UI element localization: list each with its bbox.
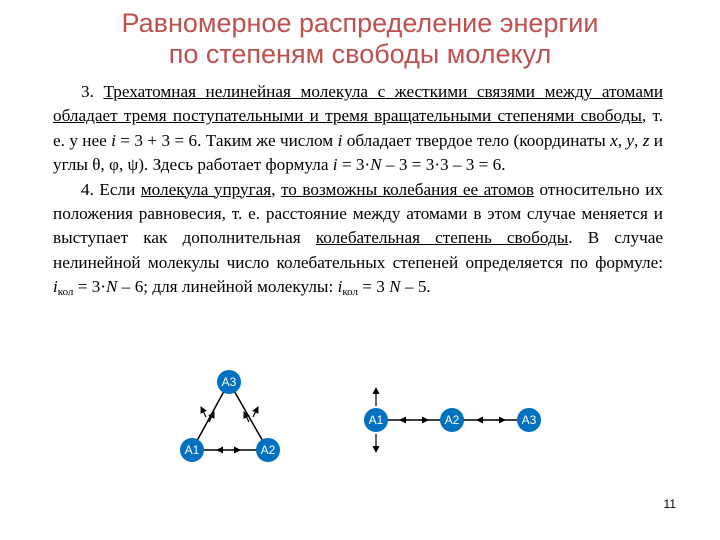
p2-s25: = 3 <box>357 277 390 297</box>
atom-a1-linear <box>364 408 388 432</box>
p2-s27: – 5. <box>400 277 431 297</box>
p1-s29: , т. е. у нее <box>53 106 663 150</box>
p2-s22: – 6; для линейной молекулы: <box>117 277 338 297</box>
p2-s18: i <box>53 277 58 297</box>
atom-a1-triangle <box>180 438 204 462</box>
p1-s36: y <box>626 130 635 150</box>
title-line-1: Равномерное распределение энергии <box>121 8 599 38</box>
p1-s37: , <box>634 130 643 150</box>
p1-s35: , <box>617 130 627 150</box>
p1-s40: i <box>332 155 338 175</box>
p1-s28: свободы <box>580 106 642 126</box>
p2-s1: 4. Если <box>81 179 141 199</box>
p1-s42: N <box>370 155 382 175</box>
p1-s39: и углы θ, φ, ψ). Здесь работает формула <box>53 130 664 175</box>
p2-s16: колебательная степень свободы <box>315 228 569 248</box>
p1-s30: i <box>111 130 116 150</box>
molecule-diagram <box>0 360 720 470</box>
p2-s17: . В случае нелинейной молекулы число колебательных степеней определяется по формуле: <box>53 228 663 272</box>
p1-s43: – 3 = 3·3 – 3 = 6. <box>381 155 506 175</box>
linear-a3-label: A3 <box>521 413 537 427</box>
p2-s15: относительно их положения равновесия, т. е. расстояние между атомами в этом случае меняется и выступает как дополнительная <box>53 179 663 248</box>
p2-s6: то <box>280 179 297 199</box>
p1-s1: 3. <box>81 82 104 101</box>
atom-a2-linear <box>440 408 464 432</box>
p2-s10: колебания <box>382 179 458 199</box>
p2-s26: N <box>389 277 401 297</box>
p2-s12: ее <box>462 179 479 199</box>
title-line-2: по степеням свободы молекул <box>168 39 552 69</box>
p1-s32: i <box>337 130 343 150</box>
p1-s16: обладает <box>53 106 118 126</box>
p2-s4: упругая <box>213 179 272 199</box>
atom-a1-label: A1 <box>184 443 200 457</box>
p2-s19: кол <box>57 286 74 299</box>
p2-s8: возможны <box>302 179 378 199</box>
p1-s12: связями <box>476 82 536 101</box>
p1-s4: нелинейная <box>205 82 291 101</box>
p1-s31: = 3 + 3 = 6. Таким же числом <box>115 130 338 150</box>
p1-s26: вращательными степенями <box>374 106 575 126</box>
p2-s23: i <box>337 277 343 297</box>
p1-s18: тремя <box>123 106 167 126</box>
atom-a3-linear <box>517 408 541 432</box>
p1-s41: = 3· <box>337 155 371 175</box>
vibration-arrows <box>201 407 258 450</box>
atom-a2-triangle <box>256 438 280 462</box>
p2-s5: , <box>271 179 281 199</box>
atom-a3-label: A3 <box>221 375 237 389</box>
p2-s24: кол <box>342 286 358 299</box>
vib-arrow-right-out <box>253 407 258 417</box>
p1-s24: тремя <box>325 106 368 126</box>
paragraph-4 <box>53 178 663 305</box>
p1-s2: Трехатомная <box>103 82 196 101</box>
p2-s21: N <box>106 277 118 297</box>
slide-body <box>53 80 663 305</box>
p1-s7 <box>368 82 378 101</box>
linear-molecule <box>364 388 541 452</box>
p2-s20: = 3· <box>73 277 107 297</box>
p1-s20: поступательными <box>172 106 304 126</box>
p2-s14: атомов <box>483 179 534 199</box>
p1-s3 <box>196 82 206 101</box>
p1-s8: с <box>377 82 386 101</box>
p1-s10: жесткими <box>394 82 468 101</box>
p1-s6: молекула <box>300 82 369 101</box>
p1-s33: обладает твердое тело (координаты <box>342 130 611 150</box>
p1-s9 <box>385 82 395 101</box>
slide-title <box>0 8 720 70</box>
linear-a2-label: A2 <box>444 413 460 427</box>
atom-a3-triangle <box>217 370 241 394</box>
p1-s34: x <box>610 130 618 150</box>
p1-s14: между атомами <box>544 82 664 101</box>
linear-a1-label: A1 <box>368 413 384 427</box>
triangle-molecule <box>180 370 280 462</box>
p1-s22: и <box>309 106 319 126</box>
p1-s13 <box>535 82 545 101</box>
page-number: 11 <box>663 497 676 511</box>
p2-s2: молекула <box>140 179 209 199</box>
p1-s11 <box>467 82 477 101</box>
paragraph-3 <box>53 80 663 178</box>
atom-a2-label: A2 <box>260 443 276 457</box>
p1-s38: z <box>642 130 650 150</box>
vib-arrow-left-out <box>201 407 206 417</box>
